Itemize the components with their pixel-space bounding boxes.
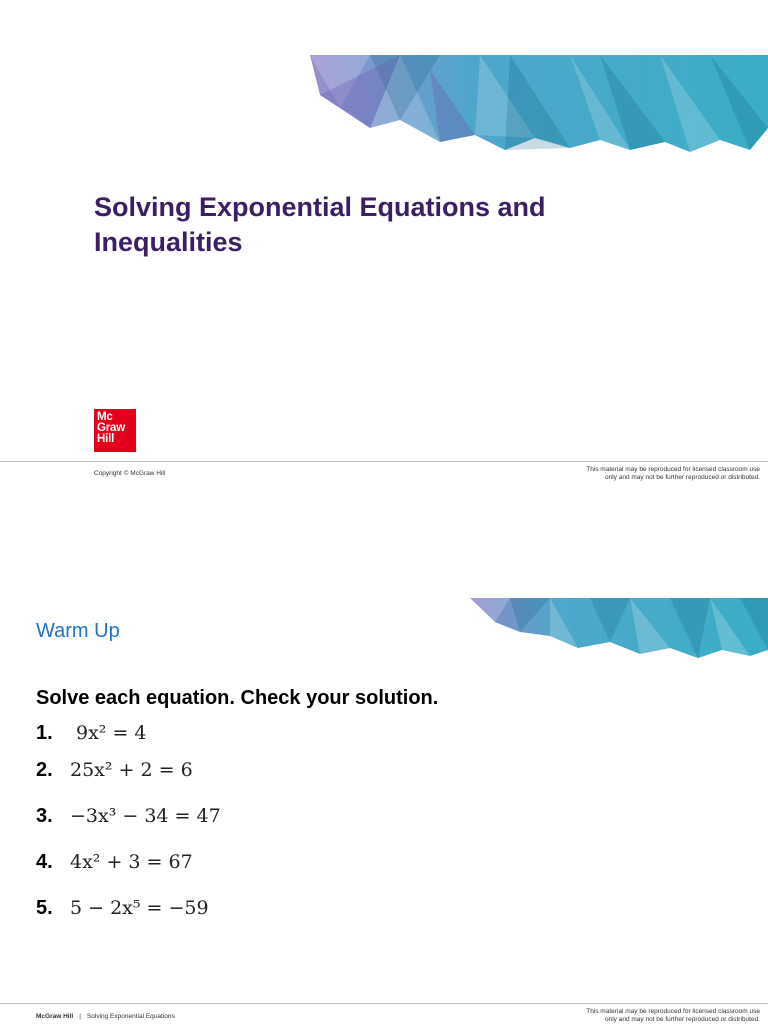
slide-title: Solving Exponential Equations and Inequalities <box>94 192 546 257</box>
warm-up-slide <box>0 540 768 1024</box>
footer-divider <box>0 1003 768 1004</box>
slide-footer <box>36 1013 175 1021</box>
problem-number: 5. <box>36 897 53 919</box>
polygon-banner-image <box>280 0 768 170</box>
problem-number: 1. <box>36 722 53 744</box>
problem-item <box>36 851 193 879</box>
footer-separator: | <box>79 1013 81 1020</box>
problem-number: 3. <box>36 805 53 827</box>
license-notice: This material may be reproduced for licensed classroom use only and may not be further reproduced or distributed. <box>586 1008 760 1023</box>
footer-brand: McGraw Hill <box>36 1013 74 1020</box>
problem-number: 4. <box>36 851 53 873</box>
polygon-banner-image <box>460 592 768 672</box>
problem-equation: 4x² + 3 = 67 <box>70 851 193 873</box>
mcgraw-hill-logo: Mc Graw Hill <box>94 409 136 452</box>
problem-equation: −3x³ − 34 = 47 <box>70 805 221 827</box>
license-notice: This material may be reproduced for licensed classroom use only and may not be further reproduced or distributed. <box>586 466 760 481</box>
problem-item <box>36 805 221 833</box>
problem-equation: 5 − 2x⁵ = −59 <box>70 897 209 919</box>
section-heading: Warm Up <box>36 620 120 642</box>
problem-item <box>36 722 147 750</box>
problem-item <box>36 897 209 925</box>
footer-divider <box>0 461 768 462</box>
problem-number: 2. <box>36 759 53 781</box>
problem-equation: 25x² + 2 = 6 <box>70 759 193 781</box>
problem-equation: 9x² = 4 <box>76 722 147 744</box>
copyright-text: Copyright © McGraw Hill <box>94 470 166 477</box>
title-slide <box>0 0 768 481</box>
footer-title: Solving Exponential Equations <box>86 1013 175 1020</box>
instruction-text: Solve each equation. Check your solution. <box>36 687 439 709</box>
problem-item <box>36 759 193 787</box>
